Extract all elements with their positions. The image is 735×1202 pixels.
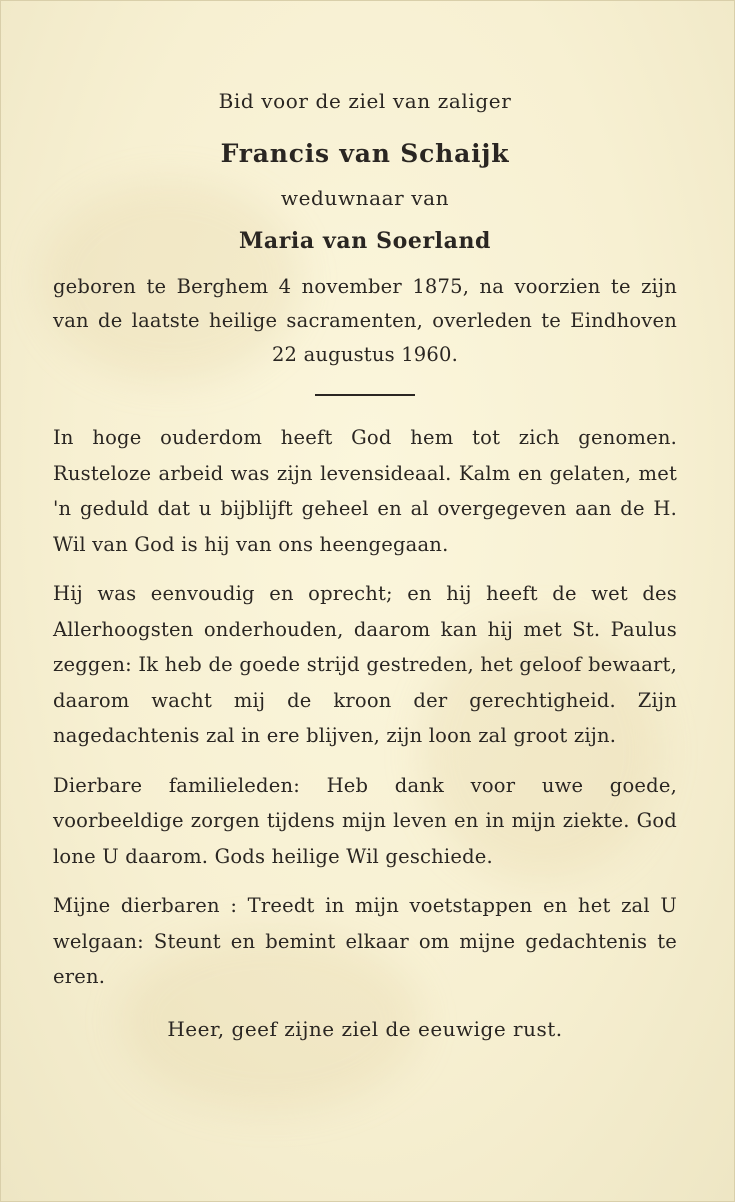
spouse-name: Maria van Soerland [238, 228, 492, 254]
divider-rule [315, 394, 415, 396]
relation-line: weduwnaar van [280, 186, 450, 210]
card-content [53, 79, 677, 1041]
paragraph-4: Mijne dierbaren : Treedt in mijn voetstappen en het zal U welgaan: Steunt en bemint elkaar om mijne gedachtenis te eren. [53, 894, 677, 988]
paragraph-2: Hij was eenvoudig en oprecht; en hij heeft de wet des Allerhoogsten onderhouden, daarom kan hij met St. Paulus zeggen: Ik heb de goede strijd gestreden, het geloof bewaart, daarom wacht mij de kroon der gerechtigheid. Zijn nagedachtenis zal in ere blijven, zijn loon zal groot zijn. [53, 582, 677, 747]
closing-prayer: Heer, geef zijne ziel de eeuwige rust. [167, 1016, 563, 1041]
deceased-name: Francis van Schaijk [220, 139, 510, 168]
paragraph-1: In hoge ouderdom heeft God hem tot zich genomen. Rusteloze arbeid was zijn levensideaal. Kalm en gelaten, met 'n geduld dat u bijblijft geheel en al overgegeven aan de H. Wil van God is hij van ons heengegaan. [53, 426, 677, 556]
paragraph-3: Dierbare familieleden: Heb dank voor uwe goede, voorbeeldige zorgen tijdens mijn leven en in mijn ziekte. God lone U daarom. Gods heilige Wil geschiede. [53, 773, 677, 868]
birth-death-details: geboren te Berghem 4 november 1875, na voorzien te zijn van de laatste heilige sacramenten, overleden te Eindhoven 22 augustus 1960. [53, 275, 677, 366]
intro-line: Bid voor de ziel van zaliger [218, 89, 512, 113]
